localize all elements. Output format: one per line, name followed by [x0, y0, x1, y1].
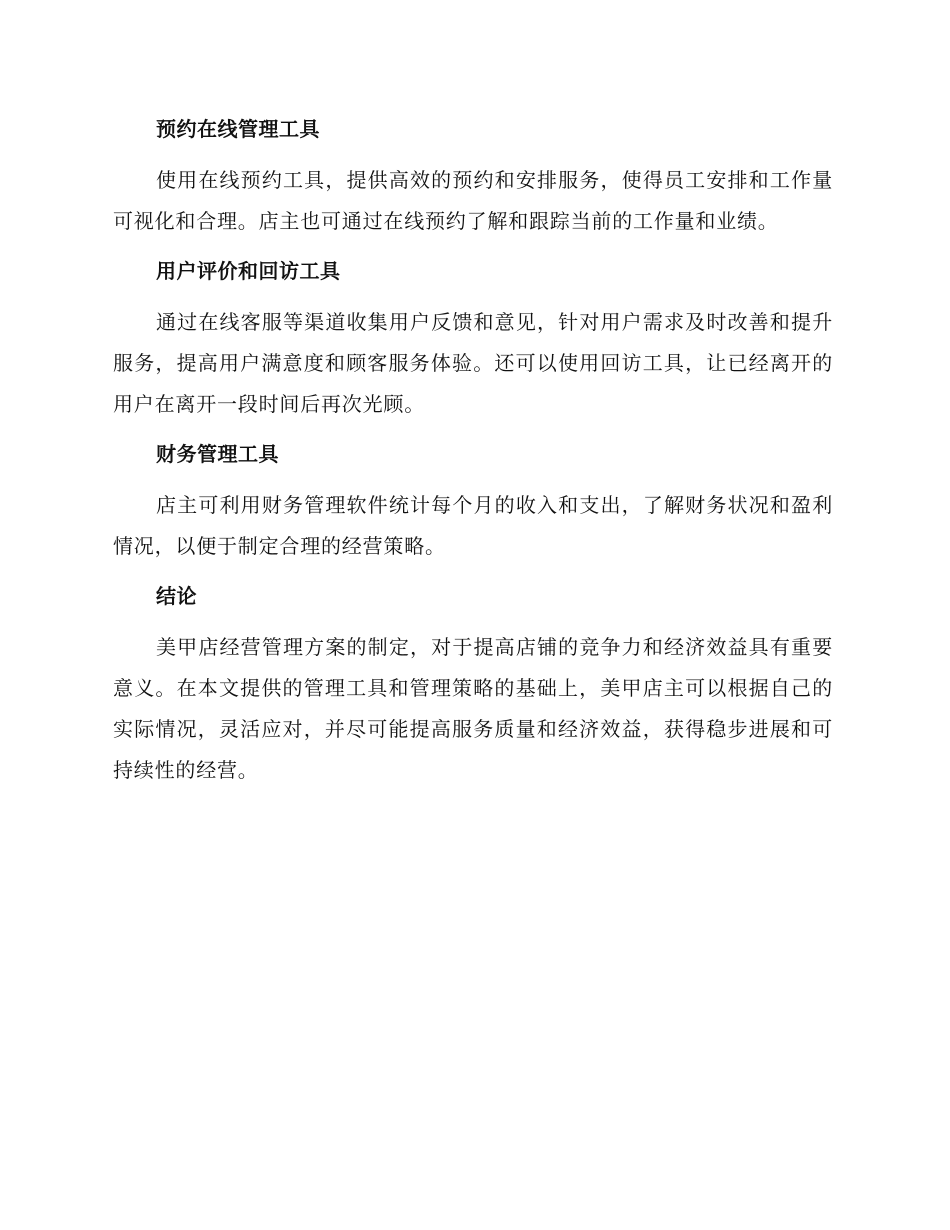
- section-heading-conclusion: 结论: [156, 584, 197, 608]
- section-paragraph-review-tool: 通过在线客服等渠道收集用户反馈和意见，针对用户需求及时改善和提升服务，提高用户满意度和顾客服务体验。还可以使用回访工具，让已经离开的用户在离开一段时间后再次光顾。: [113, 310, 833, 416]
- section-heading-booking-tool: 预约在线管理工具: [156, 117, 320, 141]
- section-paragraph-conclusion: 美甲店经营管理方案的制定，对于提高店铺的竞争力和经济效益具有重要意义。在本文提供的管理工具和管理策略的基础上，美甲店主可以根据自己的实际情况，灵活应对，并尽可能提高服务质量和经济效益，获得稳步进展和可持续性的经营。: [113, 635, 833, 782]
- section-heading-review-tool: 用户评价和回访工具: [156, 259, 341, 283]
- section-paragraph-finance-tool: 店主可利用财务管理软件统计每个月的收入和支出，了解财务状况和盈利情况，以便于制定合理的经营策略。: [113, 493, 833, 558]
- document-body: [113, 112, 833, 803]
- section-paragraph-booking-tool: 使用在线预约工具，提供高效的预约和安排服务，使得员工安排和工作量可视化和合理。店主也可通过在线预约了解和跟踪当前的工作量和业绩。: [113, 168, 833, 233]
- section-heading-finance-tool: 财务管理工具: [156, 442, 279, 466]
